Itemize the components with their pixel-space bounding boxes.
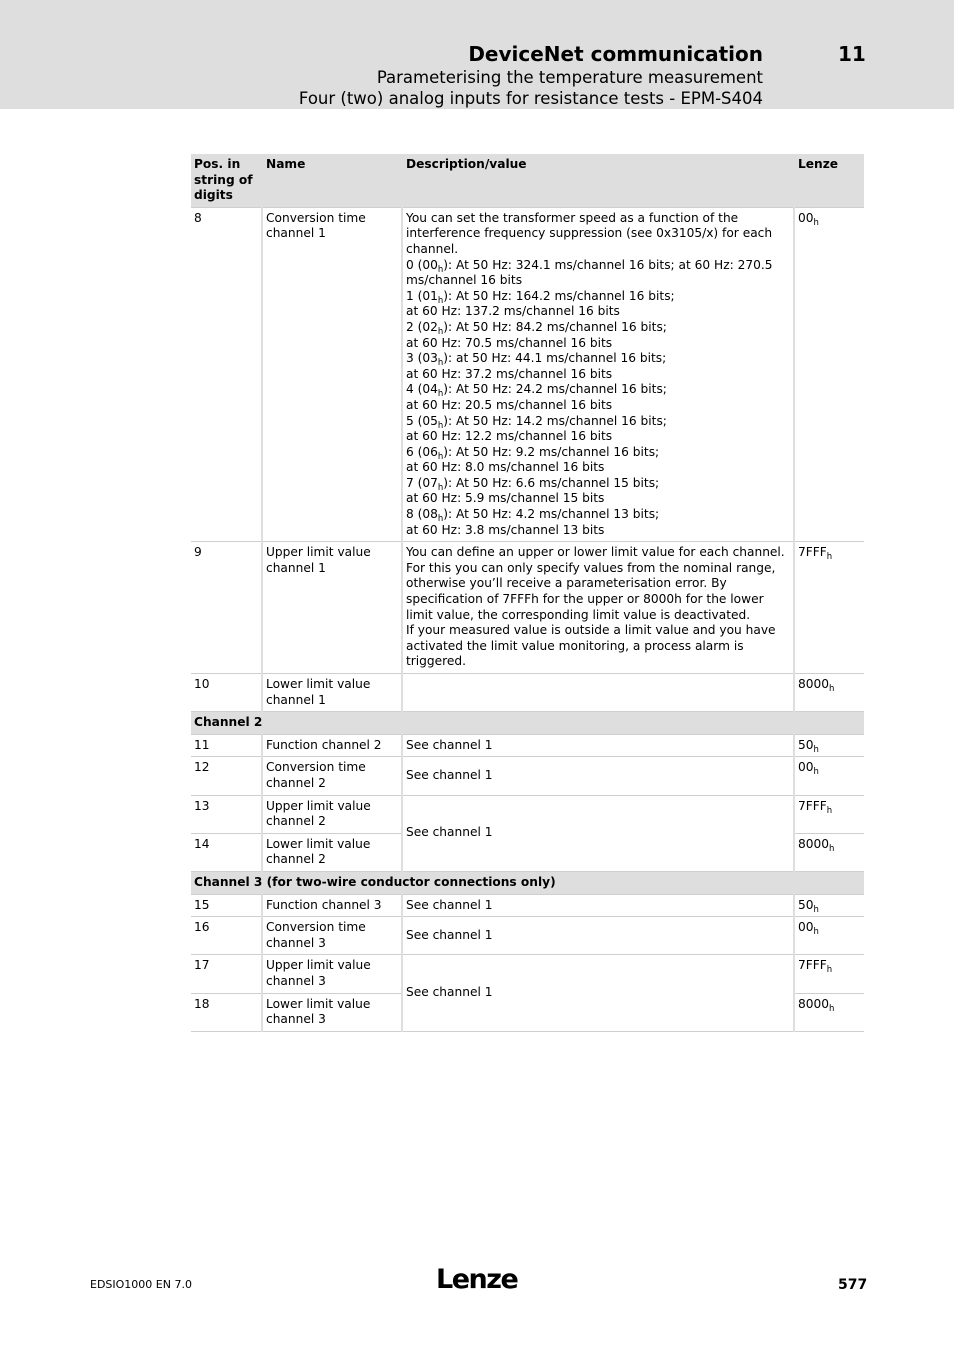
column-header-lenze: Lenze xyxy=(794,154,864,207)
page-title: DeviceNet communication xyxy=(468,42,763,66)
table-header-row xyxy=(191,154,864,207)
table-row xyxy=(191,795,864,833)
column-header-pos: Pos. in string of digits xyxy=(191,154,262,207)
cell-pos: 14 xyxy=(191,833,262,871)
cell-name: Upper limit value channel 1 xyxy=(262,542,402,674)
cell-name: Function channel 3 xyxy=(262,894,402,917)
column-header-name: Name xyxy=(262,154,402,207)
cell-lenze: $7FFF_h$ xyxy=(794,955,864,993)
document-id: EDSIO1000 EN 7.0 xyxy=(90,1278,192,1291)
cell-description xyxy=(402,207,794,541)
table-row xyxy=(191,734,864,757)
subsection-subtitle: Four (two) analog inputs for resistance tests - EPM-S404 xyxy=(298,89,763,108)
cell-name: Conversion time channel 2 xyxy=(262,757,402,795)
section-row-channel-2 xyxy=(191,712,864,735)
table-row xyxy=(191,674,864,712)
lenze-logo: Lenze xyxy=(436,1264,518,1295)
table-row xyxy=(191,757,864,795)
cell-name: Conversion time channel 1 xyxy=(262,207,402,541)
cell-description: See channel 1 xyxy=(402,917,794,955)
cell-pos: 18 xyxy=(191,993,262,1031)
cell-description: See channel 1 xyxy=(402,795,794,871)
cell-pos: 17 xyxy=(191,955,262,993)
section-title: Channel 2 xyxy=(191,712,864,735)
option-line: 3 $(03_h)$: at 50 Hz: 44.1 ms/channel 16 bits; at 60 Hz: 37.2 ms/channel 16 bits xyxy=(406,351,667,381)
cell-pos: 10 xyxy=(191,674,262,712)
cell-description: You can define an upper or lower limit value for each channel. For this you can only specify values from the nominal range, otherwise you’ll receive a parameterisation error. By specification of 7FFFh for the upper or 8000h for the lower limit value, the corresponding limit value is deactivated. If your measured value is outside a limit value and you have activated the limit value monitoring, a process alarm is triggered. xyxy=(402,542,794,674)
cell-description: See channel 1 xyxy=(402,894,794,917)
cell-name: Lower limit value channel 1 xyxy=(262,674,402,712)
cell-lenze: $00_h$ xyxy=(794,757,864,795)
description-intro: You can set the transformer speed as a function of the interference frequency suppression (see 0x3105/x) for each channel. xyxy=(406,210,773,256)
cell-lenze: $7FFF_h$ xyxy=(794,542,864,674)
cell-description: See channel 1 xyxy=(402,734,794,757)
option-line: 8 $(08_h)$: At 50 Hz: 4.2 ms/channel 13 bits; at 60 Hz: 3.8 ms/channel 13 bits xyxy=(406,507,660,537)
option-line: 5 $(05_h)$: At 50 Hz: 14.2 ms/channel 16 bits; at 60 Hz: 12.2 ms/channel 16 bits xyxy=(406,413,667,444)
section-row-channel-3 xyxy=(191,871,864,894)
cell-name: Upper limit value channel 2 xyxy=(262,795,402,833)
section-subtitle: Parameterising the temperature measurement xyxy=(376,68,763,87)
page-number: 577 xyxy=(838,1277,868,1293)
option-line: 7 $(07_h)$: At 50 Hz: 6.6 ms/channel 15 bits; at 60 Hz: 5.9 ms/channel 15 bits xyxy=(406,475,660,506)
cell-pos: 8 xyxy=(191,207,262,541)
chapter-number: 11 xyxy=(838,42,866,66)
table-row xyxy=(191,542,864,674)
column-header-description: Description/value xyxy=(402,154,794,207)
cell-lenze: $8000_h$ xyxy=(794,833,864,871)
cell-pos: 13 xyxy=(191,795,262,833)
cell-pos: 12 xyxy=(191,757,262,795)
option-line: 1 $(01_h)$: At 50 Hz: 164.2 ms/channel 16 bits; at 60 Hz: 137.2 ms/channel 16 bits xyxy=(406,288,675,319)
cell-name: Function channel 2 xyxy=(262,734,402,757)
cell-description: See channel 1 xyxy=(402,757,794,795)
cell-description xyxy=(402,674,794,712)
table-row xyxy=(191,894,864,917)
cell-name: Lower limit value channel 2 xyxy=(262,833,402,871)
cell-pos: 11 xyxy=(191,734,262,757)
table-row xyxy=(191,917,864,955)
parameter-table xyxy=(191,154,864,1032)
option-line: 0 $(00_h)$: At 50 Hz: 324.1 ms/channel 16 bits; at 60 Hz: 270.5 ms/channel 16 bits xyxy=(406,257,773,288)
cell-pos: 15 xyxy=(191,894,262,917)
cell-description: See channel 1 xyxy=(402,955,794,1031)
cell-lenze: $50_h$ xyxy=(794,734,864,757)
table-row xyxy=(191,207,864,541)
option-line: 4 $(04_h)$: At 50 Hz: 24.2 ms/channel 16 bits; at 60 Hz: 20.5 ms/channel 16 bits xyxy=(406,382,667,412)
cell-pos: 9 xyxy=(191,542,262,674)
option-line: 6 $(06_h)$: At 50 Hz: 9.2 ms/channel 16 bits; at 60 Hz: 8.0 ms/channel 16 bits xyxy=(406,444,660,475)
cell-pos: 16 xyxy=(191,917,262,955)
cell-lenze: $8000_h$ xyxy=(794,993,864,1031)
cell-lenze: $8000_h$ xyxy=(794,674,864,712)
cell-lenze: $00_h$ xyxy=(794,917,864,955)
option-line: 2 $(02_h)$: At 50 Hz: 84.2 ms/channel 16 bits; at 60 Hz: 70.5 ms/channel 16 bits xyxy=(406,319,667,350)
cell-lenze: $7FFF_h$ xyxy=(794,795,864,833)
cell-lenze: $50_h$ xyxy=(794,894,864,917)
cell-lenze: $00_h$ xyxy=(794,207,864,541)
cell-name: Lower limit value channel 3 xyxy=(262,993,402,1031)
cell-name: Conversion time channel 3 xyxy=(262,917,402,955)
table-row xyxy=(191,955,864,993)
section-title: Channel 3 (for two-wire conductor connections only) xyxy=(191,871,864,894)
cell-name: Upper limit value channel 3 xyxy=(262,955,402,993)
